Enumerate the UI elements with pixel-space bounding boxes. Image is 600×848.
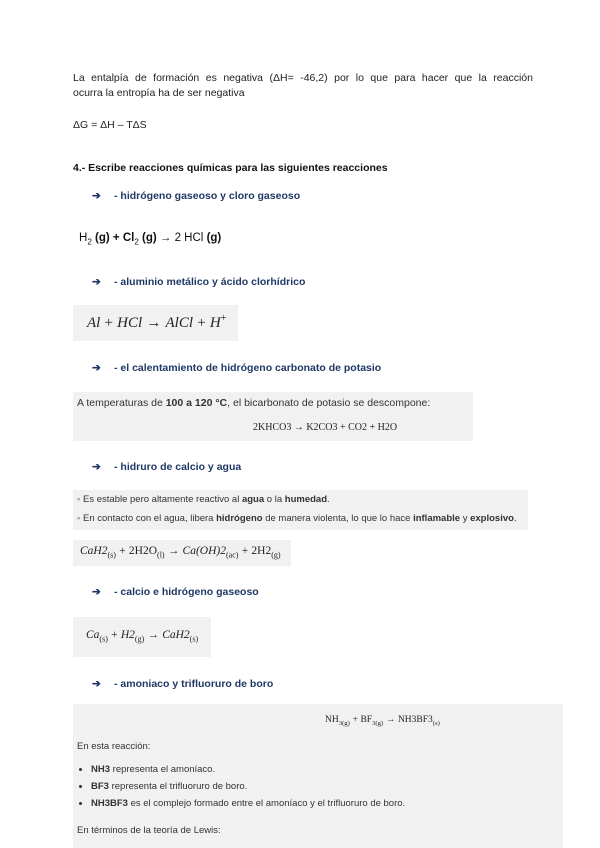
equation-al-box: [73, 305, 238, 341]
item-label: - aluminio metálico y ácido clorhídrico: [114, 276, 306, 288]
gibbs-equation: ΔG = ΔH – TΔS: [73, 119, 147, 131]
item-hidrogeno-cloro: [92, 190, 300, 202]
khco3-equation: 2KHCO3 → K2CO3 + CO2 + H2O: [253, 422, 398, 433]
arrow-icon: ➔: [92, 586, 101, 598]
cah2-bullet-1: ◦ Es estable pero altamente reactivo al agua o la humedad.: [77, 494, 330, 505]
item-label: - hidrógeno gaseoso y cloro gaseoso: [114, 190, 301, 202]
item-nh3-bf3: [92, 678, 273, 690]
intro-line-1: La entalpía de formación es negativa (ΔH= -46,2) por lo que para hacer que la reacción: [73, 72, 533, 84]
item-khco3: [92, 362, 381, 374]
nh3bf3-box: [73, 704, 563, 848]
intro-paragraph: [73, 71, 533, 101]
cah2-bullet-2: ◦ En contacto con el agua, libera hidrógeno de manera violenta, lo que lo hace inflamable y explosivo.: [77, 513, 517, 524]
nh3bf3-lewis: En términos de la teoría de Lewis:: [77, 825, 221, 836]
arrow-icon: ➔: [92, 362, 101, 374]
cah2-box: [73, 490, 528, 530]
item-label: - el calentamiento de hidrógeno carbonato de potasio: [114, 362, 382, 374]
ca-h2-equation-box: [73, 617, 211, 657]
item-label: - amoniaco y trifluoruro de boro: [114, 678, 274, 690]
equation-al: Al + HCl → AlCl + H+: [87, 313, 227, 331]
list-item: • BF3 representa el trifluoruro de boro.: [91, 778, 405, 795]
nh3bf3-equation: $NH_{3(g)} + BF_{3(g)} \to NH3BF3_{(s)}$: [325, 715, 440, 727]
cah2-equation: $CaH2_{(s)} + 2H2O_{(l)} \to Ca(OH)2_{(ac)} + 2H2_{(g)}$: [80, 545, 281, 560]
khco3-box: [73, 392, 473, 441]
item-label: - hidruro de calcio y agua: [114, 461, 242, 473]
cah2-equation-box: [73, 540, 291, 566]
section-title: 4.- Escribe reacciones químicas para las siguientes reacciones: [73, 162, 388, 174]
item-cah2-agua: [92, 461, 241, 473]
khco3-text: A temperaturas de 100 a 120 °C, el bicarbonato de potasio se descompone:: [77, 397, 431, 409]
ca-h2-equation: $Ca_{(s)} + H2_{(g)} \to CaH2_{(s)}$: [86, 629, 199, 644]
nh3bf3-list: [77, 761, 405, 812]
nh3bf3-intro: En esta reacción:: [77, 741, 151, 752]
item-calcio-h2: [92, 586, 259, 598]
intro-line-2: ocurra la entropía ha de ser negativa: [73, 87, 245, 99]
arrow-icon: ➔: [92, 461, 101, 473]
arrow-icon: ➔: [92, 678, 101, 690]
item-label: - calcio e hidrógeno gaseoso: [114, 586, 259, 598]
item-aluminio-hcl: [92, 276, 305, 288]
equation-h2-cl2: $H_2$ $(g) + Cl_2$ (g) → 2 HCl (g): [79, 232, 222, 247]
list-item: • NH3 representa el amoníaco.: [91, 761, 405, 778]
arrow-icon: ➔: [92, 190, 101, 202]
list-item: • NH3BF3 es el complejo formado entre el amoníaco y el trifluoruro de boro.: [91, 795, 405, 812]
arrow-icon: ➔: [92, 276, 101, 288]
